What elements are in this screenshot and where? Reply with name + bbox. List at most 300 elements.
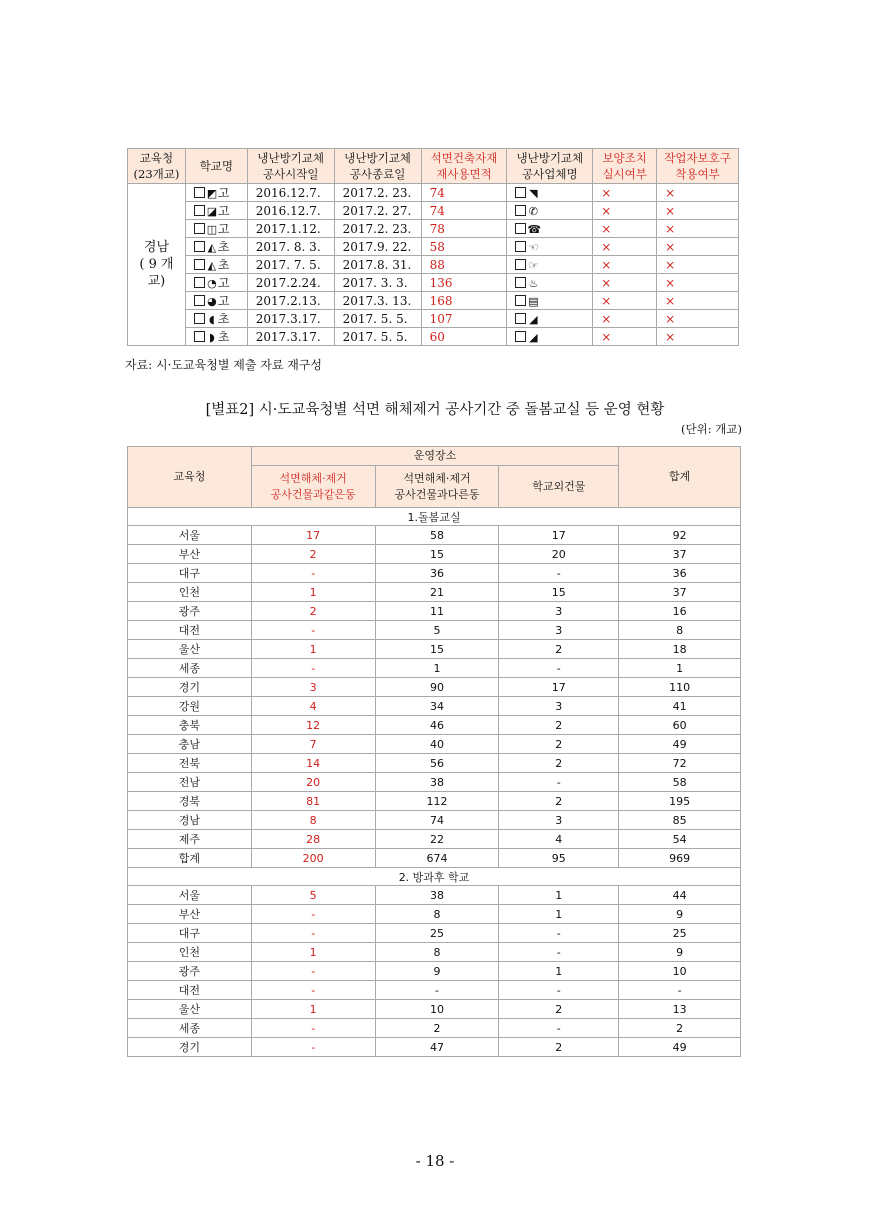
region-cell: 세종 xyxy=(128,1019,252,1038)
outside-building-cell: 1 xyxy=(499,905,619,924)
masked-symbol-icon: ◩ xyxy=(206,187,218,200)
table-row xyxy=(128,202,739,220)
total-cell: 969 xyxy=(619,849,741,868)
school-name-cell xyxy=(185,202,247,220)
same-building-cell: 2 xyxy=(251,602,375,621)
region-cell: 경기 xyxy=(128,678,252,697)
different-building-cell: 40 xyxy=(375,735,499,754)
total-cell: 195 xyxy=(619,792,741,811)
different-building-cell: 34 xyxy=(375,697,499,716)
header-line: 공사종료일 xyxy=(349,167,406,181)
table-row xyxy=(128,602,741,621)
region-cell: 경북 xyxy=(128,792,252,811)
start-date-cell: 2017.2.24. xyxy=(247,274,334,292)
company-name-cell xyxy=(507,184,593,202)
masked-symbol-icon: ◫ xyxy=(206,223,218,236)
school-type: 고 xyxy=(217,186,230,200)
table-row xyxy=(128,754,741,773)
table-row xyxy=(128,905,741,924)
table1-header-cell xyxy=(657,149,739,184)
outside-building-cell: - xyxy=(499,564,619,583)
table-row xyxy=(128,545,741,564)
total-cell: 9 xyxy=(619,943,741,962)
region-cell: 광주 xyxy=(128,962,252,981)
outside-building-cell: - xyxy=(499,924,619,943)
outside-building-cell: 2 xyxy=(499,1038,619,1057)
care-class-operation-table xyxy=(127,446,741,1057)
table-row xyxy=(128,849,741,868)
table1-header-cell xyxy=(593,149,657,184)
masked-symbol-icon: ▤ xyxy=(528,294,539,308)
table-row xyxy=(128,274,739,292)
table1-header-cell xyxy=(247,149,334,184)
masked-box-icon xyxy=(515,241,526,252)
outside-building-cell: 95 xyxy=(499,849,619,868)
table-row xyxy=(128,962,741,981)
region-cell: 대전 xyxy=(128,621,252,640)
table-row xyxy=(128,292,739,310)
different-building-cell: 21 xyxy=(375,583,499,602)
outside-building-cell: 20 xyxy=(499,545,619,564)
region-cell: 경기 xyxy=(128,1038,252,1057)
school-name-cell xyxy=(185,274,247,292)
table-row xyxy=(128,678,741,697)
masked-box-icon xyxy=(515,259,526,270)
header-different-building xyxy=(375,466,499,508)
different-building-cell: 2 xyxy=(375,1019,499,1038)
end-date-cell: 2017.3. 13. xyxy=(334,292,421,310)
different-building-cell: 8 xyxy=(375,905,499,924)
total-cell: 49 xyxy=(619,735,741,754)
same-building-cell: 20 xyxy=(251,773,375,792)
region-cell: 충남 xyxy=(128,735,252,754)
header-line: ( 9 개 xyxy=(139,257,174,272)
total-cell: - xyxy=(619,981,741,1000)
same-building-cell: 1 xyxy=(251,943,375,962)
outside-building-cell: 1 xyxy=(499,886,619,905)
table-row xyxy=(128,716,741,735)
table-row xyxy=(128,310,739,328)
different-building-cell: 8 xyxy=(375,943,499,962)
guard-cell: × xyxy=(593,184,657,202)
region-cell: 대전 xyxy=(128,981,252,1000)
region-cell: 합계 xyxy=(128,849,252,868)
start-date-cell: 2017.3.17. xyxy=(247,310,334,328)
guard-cell: × xyxy=(593,220,657,238)
region-cell: 전북 xyxy=(128,754,252,773)
table-row xyxy=(128,564,741,583)
school-type: 고 xyxy=(217,222,230,236)
different-building-cell: 9 xyxy=(375,962,499,981)
header-line: 경남 xyxy=(143,240,170,255)
reuse-area-cell: 168 xyxy=(421,292,507,310)
outside-building-cell: - xyxy=(499,1019,619,1038)
outside-building-cell: 17 xyxy=(499,678,619,697)
total-cell: 85 xyxy=(619,811,741,830)
masked-symbol-icon: ◢ xyxy=(529,312,538,326)
start-date-cell: 2017.2.13. xyxy=(247,292,334,310)
table-row xyxy=(128,792,741,811)
table1-header-cell xyxy=(334,149,421,184)
school-replacement-table xyxy=(127,148,739,346)
company-name-cell xyxy=(507,274,593,292)
school-name-cell xyxy=(185,238,247,256)
same-building-cell: 81 xyxy=(251,792,375,811)
masked-symbol-icon: ☜ xyxy=(528,240,539,254)
school-type: 고 xyxy=(217,204,230,218)
different-building-cell: 112 xyxy=(375,792,499,811)
reuse-area-cell: 58 xyxy=(421,238,507,256)
guard-cell: × xyxy=(593,310,657,328)
start-date-cell: 2017.1.12. xyxy=(247,220,334,238)
total-cell: 41 xyxy=(619,697,741,716)
masked-symbol-icon: ◗ xyxy=(209,331,215,344)
different-building-cell: 74 xyxy=(375,811,499,830)
masked-symbol-icon: ◭ xyxy=(207,241,217,254)
different-building-cell: 90 xyxy=(375,678,499,697)
total-cell: 44 xyxy=(619,886,741,905)
same-building-cell: - xyxy=(251,981,375,1000)
section-title: 2. 방과후 학교 xyxy=(128,868,741,886)
end-date-cell: 2017.2. 23. xyxy=(334,220,421,238)
same-building-cell: 7 xyxy=(251,735,375,754)
different-building-cell: 674 xyxy=(375,849,499,868)
outside-building-cell: 3 xyxy=(499,697,619,716)
masked-box-icon xyxy=(515,331,526,342)
table1-header-cell xyxy=(185,149,247,184)
masked-symbol-icon: ♨ xyxy=(528,276,539,290)
reuse-area-cell: 74 xyxy=(421,184,507,202)
header-location-group: 운영장소 xyxy=(251,447,618,466)
protective-gear-cell: × xyxy=(657,238,739,256)
page-number: - 18 - xyxy=(415,1152,455,1170)
different-building-cell: 47 xyxy=(375,1038,499,1057)
section-row xyxy=(128,868,741,886)
outside-building-cell: 2 xyxy=(499,735,619,754)
different-building-cell: 25 xyxy=(375,924,499,943)
different-building-cell: 15 xyxy=(375,545,499,564)
protective-gear-cell: × xyxy=(657,202,739,220)
different-building-cell: 22 xyxy=(375,830,499,849)
region-cell: 경남 xyxy=(128,811,252,830)
protective-gear-cell: × xyxy=(657,274,739,292)
school-name-cell xyxy=(185,310,247,328)
header-line: 작업자보호구 xyxy=(664,151,731,165)
table-row xyxy=(128,220,739,238)
total-cell: 18 xyxy=(619,640,741,659)
company-name-cell xyxy=(507,238,593,256)
same-building-cell: 8 xyxy=(251,811,375,830)
end-date-cell: 2017. 5. 5. xyxy=(334,310,421,328)
total-cell: 13 xyxy=(619,1000,741,1019)
table-row xyxy=(128,256,739,274)
masked-box-icon xyxy=(515,205,526,216)
reuse-area-cell: 88 xyxy=(421,256,507,274)
header-total: 합계 xyxy=(619,447,741,508)
outside-building-cell: 3 xyxy=(499,811,619,830)
company-name-cell xyxy=(507,292,593,310)
same-building-cell: 14 xyxy=(251,754,375,773)
table-row xyxy=(128,811,741,830)
region-cell: 제주 xyxy=(128,830,252,849)
header-line: 실시여부 xyxy=(602,167,647,181)
total-cell: 25 xyxy=(619,924,741,943)
outside-building-cell: 3 xyxy=(499,602,619,621)
masked-symbol-icon: ◢ xyxy=(529,330,538,344)
school-type: 고 xyxy=(217,294,230,308)
region-cell: 광주 xyxy=(128,602,252,621)
end-date-cell: 2017.2. 27. xyxy=(334,202,421,220)
end-date-cell: 2017.8. 31. xyxy=(334,256,421,274)
total-cell: 9 xyxy=(619,905,741,924)
same-building-cell: 5 xyxy=(251,886,375,905)
header-line: 석면해체·제거 xyxy=(279,471,347,485)
header-line: 재사용면적 xyxy=(436,167,492,181)
region-cell: 인천 xyxy=(128,583,252,602)
header-agency: 교육청 xyxy=(128,447,252,508)
total-cell: 58 xyxy=(619,773,741,792)
table-row xyxy=(128,659,741,678)
masked-symbol-icon: ✆ xyxy=(528,204,539,218)
region-cell: 서울 xyxy=(128,526,252,545)
table2-header-row xyxy=(128,447,741,466)
total-cell: 54 xyxy=(619,830,741,849)
masked-symbol-icon: ◭ xyxy=(207,259,217,272)
same-building-cell: 2 xyxy=(251,545,375,564)
region-cell: 세종 xyxy=(128,659,252,678)
table-row xyxy=(128,924,741,943)
school-name-cell xyxy=(185,184,247,202)
school-type: 초 xyxy=(217,312,230,326)
table-row xyxy=(128,1019,741,1038)
protective-gear-cell: × xyxy=(657,310,739,328)
table-row xyxy=(128,583,741,602)
table-row xyxy=(128,238,739,256)
outside-building-cell: 2 xyxy=(499,792,619,811)
company-name-cell xyxy=(507,256,593,274)
same-building-cell: - xyxy=(251,962,375,981)
end-date-cell: 2017. 3. 3. xyxy=(334,274,421,292)
outside-building-cell: 2 xyxy=(499,1000,619,1019)
masked-box-icon xyxy=(194,223,205,234)
protective-gear-cell: × xyxy=(657,256,739,274)
agency-cell xyxy=(128,184,186,346)
header-line: 석면건축자재 xyxy=(430,151,498,165)
reuse-area-cell: 74 xyxy=(421,202,507,220)
total-cell: 2 xyxy=(619,1019,741,1038)
guard-cell: × xyxy=(593,274,657,292)
table1-header-cell xyxy=(128,149,186,184)
total-cell: 49 xyxy=(619,1038,741,1057)
masked-symbol-icon: ◔ xyxy=(207,277,217,290)
header-line: 냉난방기교체 xyxy=(257,151,325,165)
different-building-cell: 46 xyxy=(375,716,499,735)
outside-building-cell: 1 xyxy=(499,962,619,981)
table-caption: [별표2] 시·도교육청별 석면 해체제거 공사기간 중 돌봄교실 등 운영 현황 xyxy=(205,402,665,418)
reuse-area-cell: 136 xyxy=(421,274,507,292)
same-building-cell: 4 xyxy=(251,697,375,716)
same-building-cell: 1 xyxy=(251,1000,375,1019)
same-building-cell: 17 xyxy=(251,526,375,545)
same-building-cell: - xyxy=(251,905,375,924)
table-row xyxy=(128,830,741,849)
school-name-cell xyxy=(185,328,247,346)
guard-cell: × xyxy=(593,328,657,346)
total-cell: 36 xyxy=(619,564,741,583)
school-type: 초 xyxy=(217,330,230,344)
section-row xyxy=(128,508,741,526)
region-cell: 울산 xyxy=(128,1000,252,1019)
table-row xyxy=(128,697,741,716)
table-row xyxy=(128,621,741,640)
start-date-cell: 2016.12.7. xyxy=(247,184,334,202)
same-building-cell: - xyxy=(251,1019,375,1038)
outside-building-cell: - xyxy=(499,659,619,678)
masked-symbol-icon: ☞ xyxy=(528,258,539,272)
header-line: 보양조치 xyxy=(602,151,647,165)
same-building-cell: 1 xyxy=(251,640,375,659)
outside-building-cell: 3 xyxy=(499,621,619,640)
table-row xyxy=(128,1000,741,1019)
table-row xyxy=(128,943,741,962)
guard-cell: × xyxy=(593,202,657,220)
different-building-cell: 5 xyxy=(375,621,499,640)
reuse-area-cell: 107 xyxy=(421,310,507,328)
masked-box-icon xyxy=(194,205,205,216)
school-name-cell xyxy=(185,256,247,274)
end-date-cell: 2017. 5. 5. xyxy=(334,328,421,346)
table-row xyxy=(128,773,741,792)
table1-header-cell xyxy=(421,149,507,184)
start-date-cell: 2017.3.17. xyxy=(247,328,334,346)
different-building-cell: 10 xyxy=(375,1000,499,1019)
table-row xyxy=(128,184,739,202)
start-date-cell: 2017. 7. 5. xyxy=(247,256,334,274)
same-building-cell: 12 xyxy=(251,716,375,735)
table1-header-cell xyxy=(507,149,593,184)
same-building-cell: 1 xyxy=(251,583,375,602)
total-cell: 92 xyxy=(619,526,741,545)
outside-building-cell: 15 xyxy=(499,583,619,602)
guard-cell: × xyxy=(593,292,657,310)
company-name-cell xyxy=(507,310,593,328)
total-cell: 72 xyxy=(619,754,741,773)
same-building-cell: - xyxy=(251,924,375,943)
same-building-cell: - xyxy=(251,621,375,640)
masked-symbol-icon: ☎ xyxy=(527,222,542,236)
header-same-building xyxy=(251,466,375,508)
header-outside-building: 학교외건물 xyxy=(499,466,619,508)
masked-box-icon xyxy=(194,295,205,306)
different-building-cell: 1 xyxy=(375,659,499,678)
table-row xyxy=(128,981,741,1000)
unit-label: (단위: 개교) xyxy=(681,422,742,436)
total-cell: 8 xyxy=(619,621,741,640)
end-date-cell: 2017.9. 22. xyxy=(334,238,421,256)
header-line: 교육청 xyxy=(139,151,174,165)
outside-building-cell: - xyxy=(499,773,619,792)
total-cell: 16 xyxy=(619,602,741,621)
masked-box-icon xyxy=(515,313,526,324)
outside-building-cell: 17 xyxy=(499,526,619,545)
total-cell: 37 xyxy=(619,545,741,564)
header-line: 학교명 xyxy=(199,159,233,173)
masked-box-icon xyxy=(515,277,526,288)
start-date-cell: 2017. 8. 3. xyxy=(247,238,334,256)
different-building-cell: 38 xyxy=(375,886,499,905)
school-type: 고 xyxy=(217,276,230,290)
end-date-cell: 2017.2. 23. xyxy=(334,184,421,202)
protective-gear-cell: × xyxy=(657,220,739,238)
protective-gear-cell: × xyxy=(657,328,739,346)
masked-box-icon xyxy=(515,223,526,234)
total-cell: 1 xyxy=(619,659,741,678)
header-line: 냉난방기교체 xyxy=(344,151,411,165)
school-name-cell xyxy=(185,292,247,310)
header-line: 공사시작일 xyxy=(262,167,319,181)
masked-box-icon xyxy=(194,331,205,342)
source-note: 자료: 시·도교육청별 제출 자료 재구성 xyxy=(125,358,322,372)
region-cell: 부산 xyxy=(128,905,252,924)
header-line: 교) xyxy=(147,274,166,289)
protective-gear-cell: × xyxy=(657,184,739,202)
header-line: (23개교) xyxy=(133,167,180,181)
different-building-cell: 38 xyxy=(375,773,499,792)
header-line: 공사건물과같은동 xyxy=(270,487,356,501)
company-name-cell xyxy=(507,328,593,346)
total-cell: 110 xyxy=(619,678,741,697)
masked-box-icon xyxy=(515,187,526,198)
masked-symbol-icon: ◕ xyxy=(207,295,217,308)
region-cell: 울산 xyxy=(128,640,252,659)
masked-symbol-icon: ◪ xyxy=(206,205,218,218)
company-name-cell xyxy=(507,202,593,220)
header-line: 착용여부 xyxy=(675,167,720,181)
table-row xyxy=(128,640,741,659)
table-row xyxy=(128,735,741,754)
school-type: 초 xyxy=(217,240,230,254)
total-cell: 10 xyxy=(619,962,741,981)
region-cell: 인천 xyxy=(128,943,252,962)
different-building-cell: 11 xyxy=(375,602,499,621)
masked-symbol-icon: ◖ xyxy=(209,313,215,326)
masked-box-icon xyxy=(194,277,205,288)
different-building-cell: 56 xyxy=(375,754,499,773)
outside-building-cell: 2 xyxy=(499,754,619,773)
outside-building-cell: 2 xyxy=(499,640,619,659)
different-building-cell: - xyxy=(375,981,499,1000)
header-line: 석면해체·제거 xyxy=(403,471,471,485)
outside-building-cell: - xyxy=(499,943,619,962)
region-cell: 충북 xyxy=(128,716,252,735)
reuse-area-cell: 60 xyxy=(421,328,507,346)
same-building-cell: 28 xyxy=(251,830,375,849)
masked-box-icon xyxy=(194,259,205,270)
same-building-cell: - xyxy=(251,564,375,583)
region-cell: 대구 xyxy=(128,924,252,943)
different-building-cell: 58 xyxy=(375,526,499,545)
total-cell: 60 xyxy=(619,716,741,735)
company-name-cell xyxy=(507,220,593,238)
table-row xyxy=(128,886,741,905)
school-type: 초 xyxy=(217,258,230,272)
masked-box-icon xyxy=(194,313,205,324)
masked-box-icon xyxy=(194,187,205,198)
masked-box-icon xyxy=(194,241,205,252)
region-cell: 서울 xyxy=(128,886,252,905)
header-line: 공사건물과다른동 xyxy=(394,487,480,501)
same-building-cell: 3 xyxy=(251,678,375,697)
